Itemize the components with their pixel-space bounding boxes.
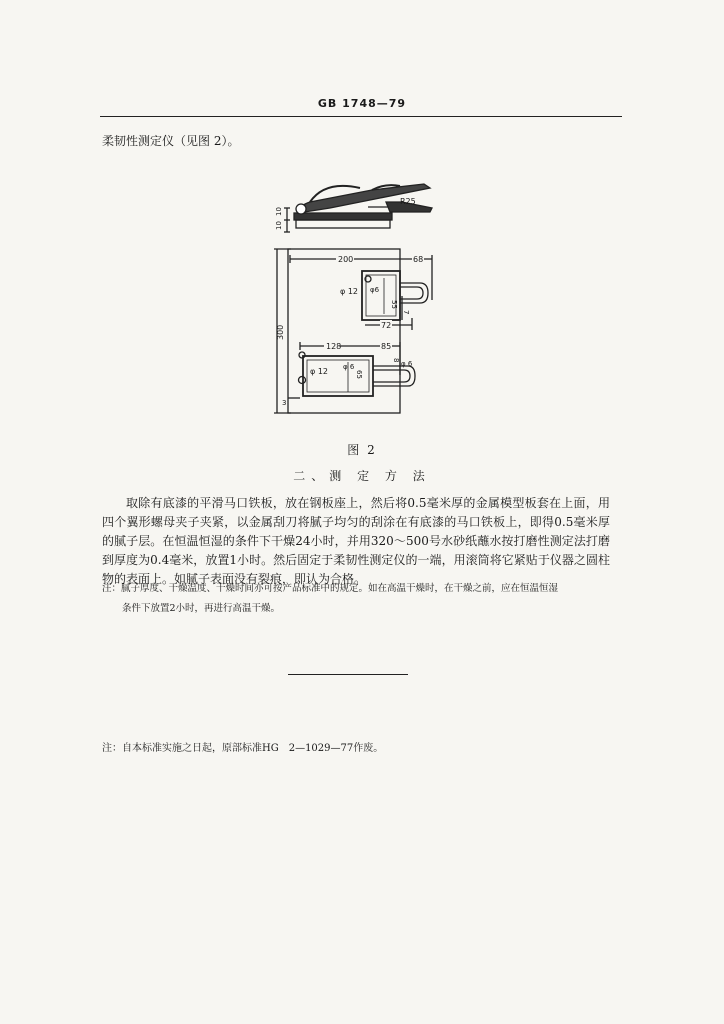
dim-65: 65 bbox=[355, 370, 363, 379]
dim-r25: R25 bbox=[400, 197, 416, 206]
dim-72: 72 bbox=[381, 321, 392, 330]
dim-8: 8 bbox=[392, 358, 400, 363]
section-title: 二、测 定 方 法 bbox=[293, 469, 431, 483]
dim-10-b: 10 bbox=[275, 221, 283, 230]
dim-3: 3 bbox=[282, 399, 287, 407]
dim-phi6-right: φ 6 bbox=[401, 360, 413, 368]
dim-55: 55 bbox=[390, 300, 398, 309]
dim-phi6-lower: φ 6 bbox=[343, 363, 355, 371]
side-view bbox=[284, 184, 432, 232]
page-header: GB 1748—79 bbox=[317, 97, 407, 110]
note bbox=[102, 579, 610, 619]
dim-phi12-upper: φ 12 bbox=[340, 287, 358, 296]
dim-68: 68 bbox=[413, 255, 424, 264]
dim-10-a: 10 bbox=[275, 207, 283, 216]
figure-2-drawing bbox=[0, 0, 724, 440]
plan-view bbox=[274, 249, 432, 413]
dim-phi12-lower: φ 12 bbox=[310, 367, 328, 376]
dim-85: 85 bbox=[381, 342, 392, 351]
figure-caption: 图 2 bbox=[347, 443, 377, 457]
note-line-1: 腻子厚度、干燥温度、干燥时间亦可按产品标准中的规定。如在高温干燥时，在干燥之前，应在恒温恒湿 bbox=[121, 583, 559, 594]
dim-128: 128 bbox=[326, 342, 342, 351]
intro-line: 柔韧性测定仪（见图 2）。 bbox=[102, 134, 240, 148]
dim-300: 300 bbox=[276, 324, 285, 340]
method-text: 取除有底漆的平滑马口铁板，放在钢板座上，然后将0.5毫米厚的金属模型板套在上面，用四个翼形螺母夹子夹紧，以金属刮刀将腻子均匀的刮涂在有底漆的马口铁板上，即得0.5毫米厚的腻子层。在恒温恒湿的条件下干燥24小时，并用320～500号水砂纸蘸水按打磨性测定法打磨到厚度为0.4毫米，放置1小时。然后固定于柔韧性测定仪的一端，用滚筒将它紧贴于仪器之圆柱物的表面上。如腻子表面没有裂痕，即认为合格。 bbox=[102, 496, 610, 586]
dim-200: 200 bbox=[338, 255, 354, 264]
note-line-2: 条件下放置2小时，再进行高温干燥。 bbox=[122, 603, 281, 614]
note-label: 注： bbox=[102, 583, 122, 594]
method-paragraph bbox=[102, 494, 610, 589]
dim-7: 7 bbox=[402, 310, 410, 315]
dim-phi6-upper: φ6 bbox=[370, 286, 380, 294]
end-rule bbox=[288, 674, 408, 675]
footnote: 注：自本标准实施之日起，原部标准HG 2—1029—77作废。 bbox=[102, 743, 384, 754]
